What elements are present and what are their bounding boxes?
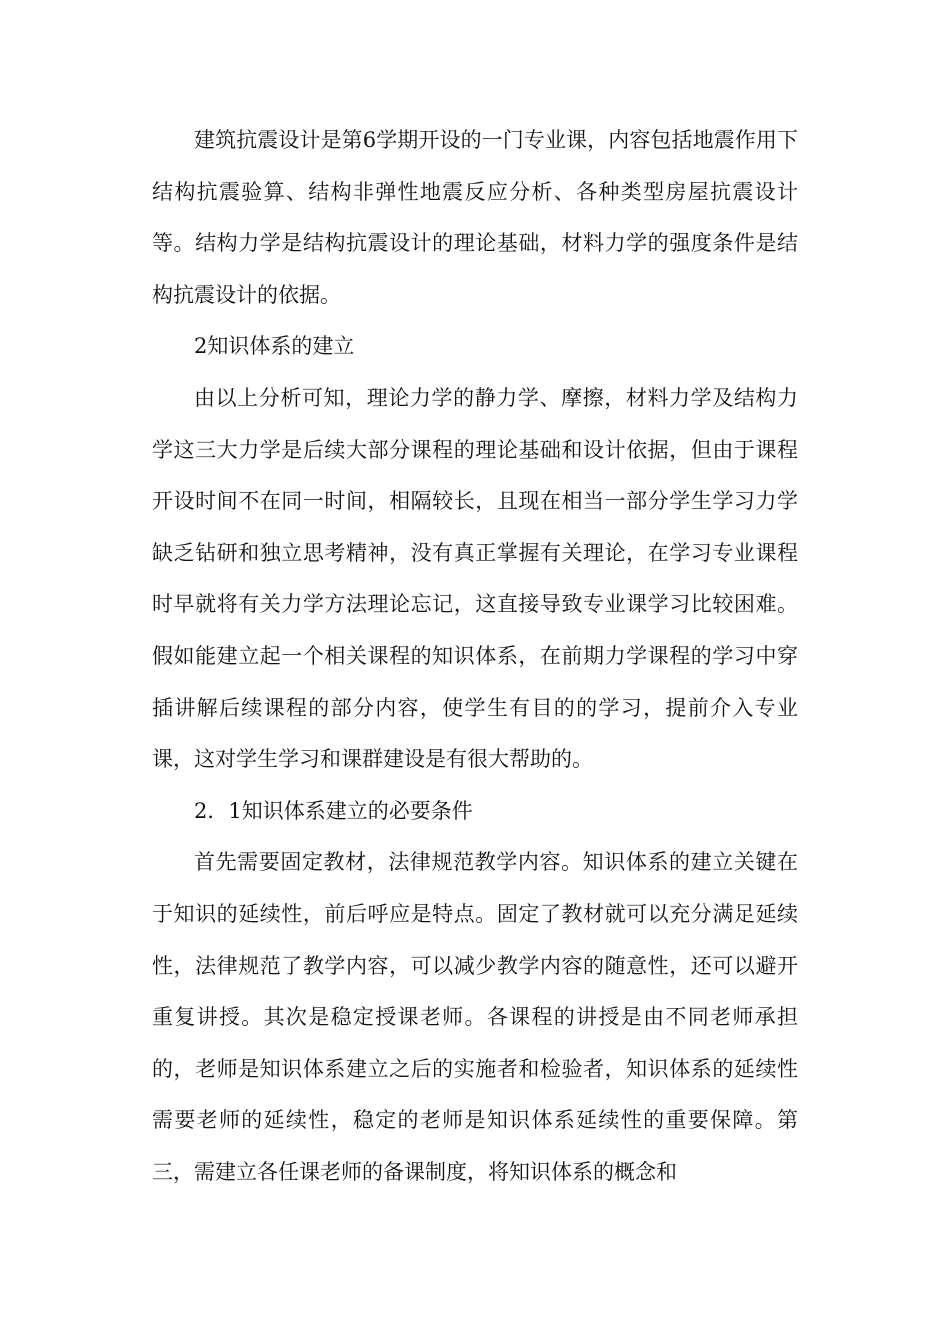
document-body — [152, 115, 798, 1198]
paragraph-analysis: 由以上分析可知，理论力学的静力学、摩擦，材料力学及结构力学这三大力学是后续大部分课程的理论基础和设计依据，但由于课程开设时间不在同一时间，相隔较长，且现在相当一部分学生学习力学缺乏钻研和独立思考精神，没有真正掌握有关理论，在学习专业课程时早就将有关力学方法理论忘记，这直接导致专业课学习比较困难。假如能建立起一个相关课程的知识体系，在前期力学课程的学习中穿插讲解后续课程的部分内容，使学生有目的的学习，提前介入专业课，这对学生学习和课群建设是有很大帮助的。 — [152, 385, 798, 772]
paragraph-conditions: 首先需要固定教材，法律规范教学内容。知识体系的建立关键在于知识的延续性，前后呼应是特点。固定了教材就可以充分满足延续性，法律规范了教学内容，可以减少教学内容的随意性，还可以避开重复讲授。其次是稳定授课老师。各课程的讲授是由不同老师承担的，老师是知识体系建立之后的实施者和检验者，知识体系的延续性需要老师的延续性，稳定的老师是知识体系延续性的重要保障。第三，需建立各任课老师的备课制度，将知识体系的概念和 — [152, 850, 798, 1184]
heading-necessary-conditions: 2．1知识体系建立的必要条件 — [194, 798, 473, 823]
heading-knowledge-system: 2知识体系的建立 — [194, 334, 355, 359]
paragraph-seismic-design-course: 建筑抗震设计是第6学期开设的一门专业课，内容包括地震作用下结构抗震验算、结构非弹性地震反应分析、各种类型房屋抗震设计等。结构力学是结构抗震设计的理论基础，材料力学的强度条件是结构抗震设计的依据。 — [152, 128, 798, 307]
